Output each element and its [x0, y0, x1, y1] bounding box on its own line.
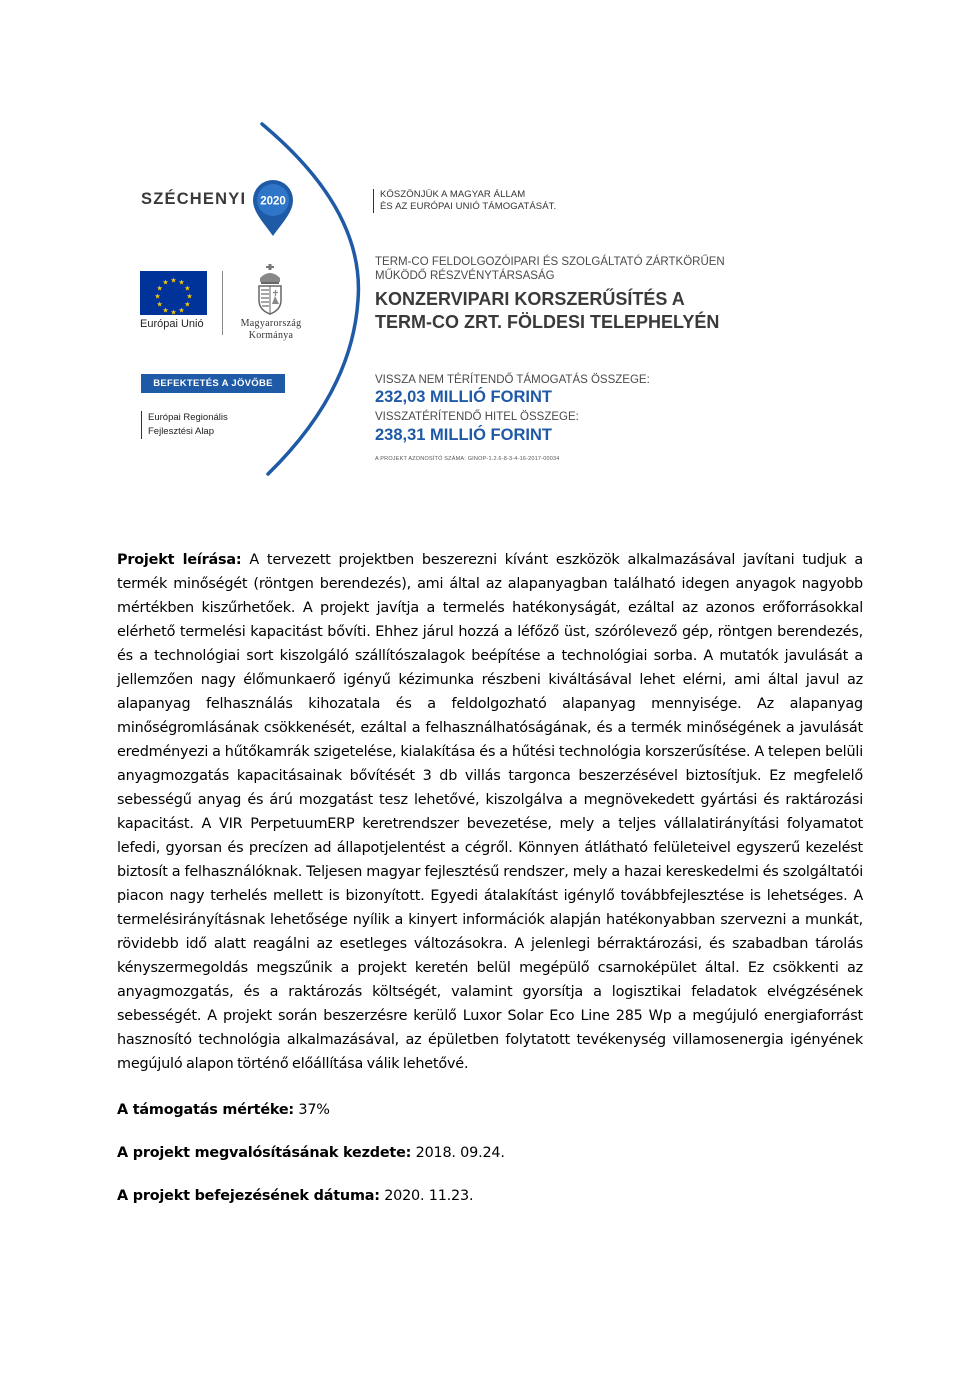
fund-label: [141, 411, 228, 439]
svg-text:★: ★: [184, 284, 191, 293]
project-title: [375, 288, 719, 334]
svg-text:★: ★: [170, 276, 177, 285]
government-label-line2: Kormánya: [248, 330, 294, 341]
support-label: A támogatás mértéke:: [117, 1102, 294, 1118]
beneficiary-line2: MŰKÖDŐ RÉSZVÉNYTÁRSASÁG: [375, 270, 555, 282]
project-title-line1: KONZERVIPARI KORSZERŰSÍTÉS A: [375, 289, 685, 309]
funding-poster: [0, 0, 980, 500]
support-rate: [117, 1098, 863, 1122]
fund-label-line2: Fejlesztési Alap: [148, 426, 215, 437]
brand-wordmark: SZÉCHENYI: [141, 190, 247, 208]
start-label: A projekt megvalósításának kezdete:: [117, 1145, 412, 1161]
government-label: [226, 318, 316, 342]
end-value: 2020. 11.23.: [384, 1188, 474, 1204]
project-description: [117, 548, 863, 1076]
svg-text:★: ★: [178, 278, 185, 287]
investment-badge: BEFEKTETÉS A JÖVŐBE: [141, 374, 285, 393]
svg-text:★: ★: [186, 292, 193, 301]
beneficiary-line1: TERM-CO FELDOLGOZÓIPARI ÉS SZOLGÁLTATÓ ZÁRTKÖRŰEN: [375, 256, 725, 268]
svg-text:★: ★: [178, 306, 185, 315]
brand-year: 2020: [260, 195, 286, 208]
logo-divider: [222, 271, 223, 335]
end-label: A projekt befejezésének dátuma:: [117, 1188, 380, 1204]
fund-label-line1: Európai Regionális: [148, 412, 228, 423]
thanks-note: [373, 189, 556, 213]
support-value: 37%: [298, 1102, 330, 1118]
thanks-line2: ÉS AZ EURÓPAI UNIÓ TÁMOGATÁSÁT.: [380, 201, 557, 212]
beneficiary-name: [375, 255, 725, 283]
eu-label: Európai Unió: [140, 318, 204, 330]
svg-text:★: ★: [184, 300, 191, 309]
project-id: A PROJEKT AZONOSÍTÓ SZÁMA: GINOP-1.2.6-8-3-4-16-2017-00034: [375, 456, 560, 462]
loan-amount: 238,31 MILLIÓ FORINT: [375, 426, 552, 444]
svg-text:★: ★: [156, 300, 163, 309]
project-end: [117, 1184, 863, 1208]
start-value: 2018. 09.24.: [415, 1145, 505, 1161]
eu-flag-icon: [140, 271, 207, 315]
svg-text:★: ★: [154, 292, 161, 301]
government-label-line1: Magyarország: [240, 318, 302, 329]
thanks-line1: KÖSZÖNJÜK A MAGYAR ÁLLAM: [380, 189, 526, 200]
svg-text:★: ★: [162, 306, 169, 315]
description-label: Projekt leírása:: [117, 552, 242, 568]
project-start: [117, 1141, 863, 1165]
grant-amount: 232,03 MILLIÓ FORINT: [375, 388, 552, 406]
project-title-line2: TERM-CO ZRT. FÖLDESI TELEPHELYÉN: [375, 312, 720, 332]
project-details: [117, 548, 863, 1208]
coat-of-arms-icon: [255, 264, 285, 316]
grant-caption: VISSZA NEM TÉRÍTENDŐ TÁMOGATÁS ÖSSZEGE:: [375, 374, 650, 386]
svg-text:★: ★: [170, 308, 177, 315]
svg-text:★: ★: [162, 278, 169, 287]
brand-pin-logo: [250, 178, 296, 238]
svg-text:★: ★: [156, 284, 163, 293]
loan-caption: VISSZATÉRÍTENDŐ HITEL ÖSSZEGE:: [375, 411, 579, 423]
description-text: A tervezett projektben beszerezni kívánt eszközök alkalmazásával javítani tudjuk a termék minőségét (röntgen berendezés), ami által az alapanyagban található idegen anyagok nagyobb mértékben kiszűrhetőek. A projekt javítja a termelés hatékonyságát, ezáltal az azonos erőforrásokkal elérhető termelési kapacitást bővíti. Ehhez járul hozzá a léfőző üst, szórólevező gép, röntgen berendezés, és a technológiai sort kiszolgáló szállítószalagok beépítése a technológiai sorba. A mutatók javulását a jellemzően nagy élőmunkaerő igényű kézimunka részbeni kiváltásával lehet elérni, ami által javul az alapanyag felhasználás kihozatala és a feldolgozható alapanyag mennyisége. Az alapanyag minőségromlásának csökkenését, ezáltal a felhasználhatóságának, és a termék minőségének a javulását eredményezi a hűtőkamrák szigetelése, kialakítása és a hűtési technológia korszerűsítése. A telepen belüli anyagmozgatás kapacitásainak bővítését 3 db villás targonca beszerzésével biztosítjuk. Ez megfelelő sebességű anyag és árú mozgatást tesz lehetővé, kiszolgálva a megnövekedett gyártási és raktározási kapacitást. A VIR PerpetuumERP keretrendszer bevezetése, mely a teljes vállalatirányítási folyamatot lefedi, gyorsan és precízen ad állapotjelentést a cégről. Könnyen átlátható felületeivel egyszerű kezelést biztosít a felhasználóknak. Teljesen magyar fejlesztésű rendszer, mely a hazai kereskedelmi és szolgáltatói piacon nagy terhelés mellett is bizonyított. Egyedi átalakítást igénylő továbbfejlesztése is lehetséges. A termelésirányításnak lehetősége nyílik a kinyert információk alapján hatékonyabban szervezni a munkát, rövidebb idő alatt reagálni az esetleges változásokra. A jelenlegi bérraktározási, és szabadban tárolás kényszermegoldás megszűnik a projekt keretén belül megépülő csarnoképület által. Ez csökkenti az anyagmozgatás, és a raktározás költségét, valamint gyorsítja a logisztikai feladatok elvégzésének sebességét. A projekt során beszerzésre kerülő Luxor Solar Eco Line 285 Wp a megújuló energiaforrást hasznosító technológia alkalmazásával, az épületben folytatott tevékenység villamosenergia igényének megújuló alapon történő előállítása válik lehetővé.: [117, 552, 864, 1072]
